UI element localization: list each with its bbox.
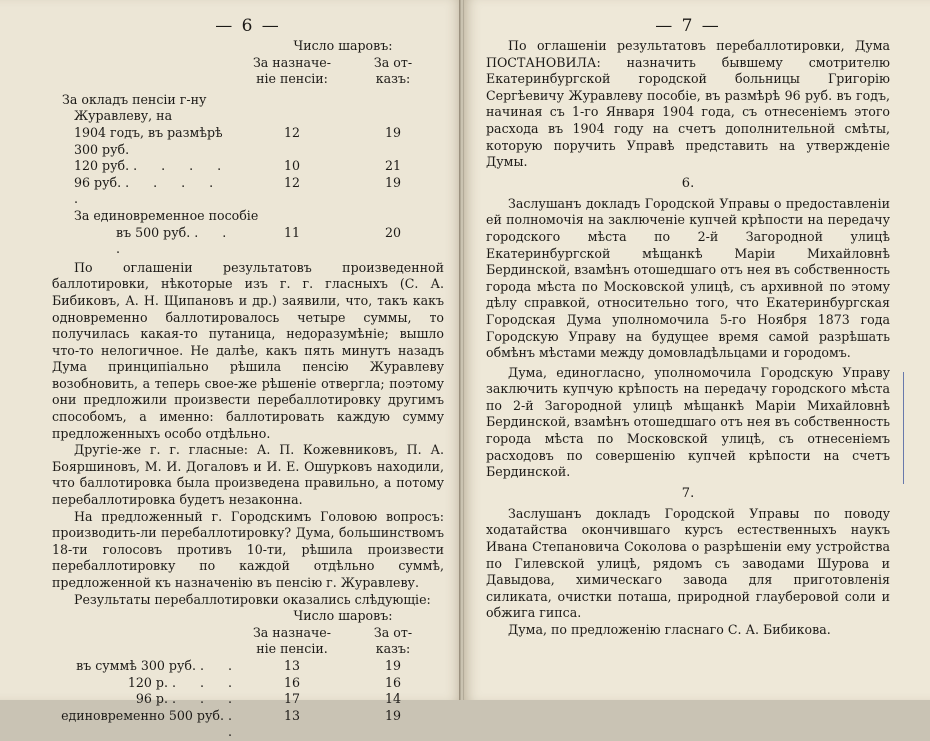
page-number-left: — 6 — <box>215 16 281 36</box>
margin-pen-mark <box>903 372 904 484</box>
table-caption: Число шаровъ: <box>293 38 393 53</box>
table-cell: 16 <box>283 674 301 690</box>
left-page <box>0 0 462 740</box>
table-cell: 120 р. . . . <box>127 674 242 690</box>
table-cell-text: въ 500 руб. <box>116 224 191 240</box>
ballot-table-2 <box>52 608 444 741</box>
paragraph: Результаты перебаллотировки оказались слѣдующіе: <box>74 591 431 607</box>
table-cell-text: 120 руб. <box>74 158 130 174</box>
table-cell: въ суммѣ 300 руб. . . <box>76 657 242 673</box>
table-cell-text: въ суммѣ 300 руб. <box>76 657 196 673</box>
column-header: За от- <box>373 624 413 640</box>
table-cell: 11 <box>283 224 301 240</box>
column-header: За от- <box>373 54 413 70</box>
column-header: За назначе- <box>252 624 332 640</box>
paragraph: На предложенный г. Городскимъ Головою вопросъ: производить-ли перебаллотировку? Дума, большинствомъ 18-ти голосовъ противъ 10-ти, рѣшила произвести перебаллотировку по каждой отдѣльно суммѣ, предложенной къ назначенію въ пенсію г. Журавлеву. <box>52 508 444 590</box>
table-cell: 13 <box>283 707 301 723</box>
table-cell: 17 <box>283 691 301 707</box>
table-cell: 10 <box>283 158 301 174</box>
table-row <box>52 691 444 708</box>
paragraph: Заслушанъ докладъ Городской Управы о предоставленіи ей полномочія на заключеніе купчей крѣпости на передачу городского мѣста по 2-й Загородной улицѣ Екатеринбургской мѣщанкѣ Маріи Михайловнѣ Бердинской, взамѣнъ отошедшаго отъ нея въ собственность города мѣста по Московской улицѣ, съ архивной по этому дѣлу справкой, относительно того, что Екатеринбургская Городская Дума уполномочила 5-го Ноября 1873 года Городскую Управу на будущее время самой разрѣшать обмѣнъ мѣстами между домовладѣльцами и городомъ. <box>486 195 890 361</box>
table-row <box>52 675 444 692</box>
table-cell: 21 <box>384 158 402 174</box>
paragraph: Заслушанъ докладъ Городской Управы по поводу ходатайства окончившаго курсъ естественныхъ наукъ Ивана Степановича Соколова о разрѣшеніи ему устройства по Гилевской улицѣ, рядомъ съ заводами Шурова и Давыдова, химическаго завода для приготовленія силиката, очистки поташа, природной глауберовой соли и обжига гипса. <box>486 505 890 621</box>
table-row <box>52 175 444 208</box>
paragraph: Дума, по предложенію гласнаго С. А. Бибикова. <box>508 622 831 637</box>
table-cell: 20 <box>384 224 402 240</box>
column-header: казъ: <box>375 641 411 657</box>
column-header: ніе пенсіи. <box>256 641 328 657</box>
paragraph: По оглашеніи результатовъ перебаллотировки, Дума ПОСТАНОВИЛА: назначить бывшему смотрителю Екатеринбургской городской больницы Григорію Сергѣевичу Журавлеву пособіе, въ размѣрѣ 96 руб. въ годъ, начиная съ 1-го Января 1904 года, съ отнесеніемъ этого расхода въ 1904 году на счетъ дополнительной смѣты, которую поручить Управѣ представить на утвержденіе Думы. <box>486 38 890 170</box>
paragraph: Дума, единогласно, уполномочила Городскую Управу заключить купчую крѣпость на передачу городского мѣста по 2-й Загородной улицѣ мѣщанкѣ Маріи Михайловнѣ Бердинской, взамѣнъ отошедшаго отъ нея въ собственность города мѣста по Московской улицѣ, съ отнесеніемъ расходовъ по совершенію купчей крѣпости на счетъ Бердинской. <box>486 364 890 480</box>
table-row <box>52 658 444 675</box>
table-cell: 96 р. . . . <box>135 691 242 707</box>
table-row-label: За окладъ пенсіи г-ну <box>62 91 207 107</box>
table-cell-text: 120 р. <box>127 674 168 690</box>
table-cell: 19 <box>384 174 402 190</box>
column-header: казъ: <box>375 71 411 87</box>
ballot-table-1 <box>52 38 444 258</box>
table-row-label: Журавлеву, на <box>74 108 173 124</box>
table-cell: въ 500 руб. . . . <box>116 224 237 257</box>
table-cell-text: 96 р. <box>135 691 168 707</box>
column-header: За назначе- <box>252 54 332 70</box>
section-number: 7. <box>681 485 695 501</box>
table-row <box>52 158 444 175</box>
table-cell: 120 руб. . . . . <box>74 158 232 174</box>
table-cell: 1904 годъ, въ размѣрѣ 300 руб. <box>74 124 223 157</box>
table-cell: 12 <box>283 174 301 190</box>
page-number-right: — 7 — <box>655 16 721 36</box>
table-cell: 19 <box>384 124 402 140</box>
table-cell: единовременно 500 руб. . . <box>61 707 242 740</box>
right-page <box>464 0 930 700</box>
paragraph: По оглашеніи результатовъ произведенной баллотировки, нѣкоторые изъ г. г. гласныхъ (С. А. Бибиковъ, А. Н. Щипановъ и др.) заявили, что, такъ какъ одновременно баллотировалось четыре суммы, то получилась какая-то путаница, недоразумѣніе; вышло что-то нелогичное. Не далѣе, какъ пять минутъ назадъ Дума принципіально рѣшила пенсію Журавлеву возобновить, а теперь свое-же рѣшеніе отвергла; поэтому они предложили произвести перебаллотировку другимъ способомъ, а именно: баллотировать каждую сумму предложенныхъ особо отдѣльно. <box>52 259 444 441</box>
table-cell: 13 <box>283 657 301 673</box>
table-cell: 19 <box>384 707 402 723</box>
table-cell-text: 96 руб. <box>74 174 122 190</box>
table-row <box>52 225 444 258</box>
table-caption: Число шаровъ: <box>293 608 393 624</box>
table-row <box>52 708 444 741</box>
paragraph: Другіе-же г. г. гласные: А. П. Кожевниковъ, П. А. Бояршиновъ, М. И. Догаловъ и И. Е. Ошурковъ находили, что баллотировка была произведена правильно, а потому перебаллотировка будетъ незаконна. <box>52 442 444 508</box>
table-row-label: За единовременное пособіе <box>74 207 259 223</box>
table-cell: 16 <box>384 674 402 690</box>
table-cell: 14 <box>384 691 402 707</box>
table-cell-text: единовременно 500 руб. <box>61 707 224 723</box>
section-number: 6. <box>681 175 695 191</box>
column-header: ніе пенсіи: <box>256 71 328 87</box>
table-cell: 12 <box>283 124 301 140</box>
table-row <box>52 125 444 158</box>
table-cell: 19 <box>384 657 402 673</box>
table-cell: 96 руб. . . . . . <box>74 174 224 207</box>
